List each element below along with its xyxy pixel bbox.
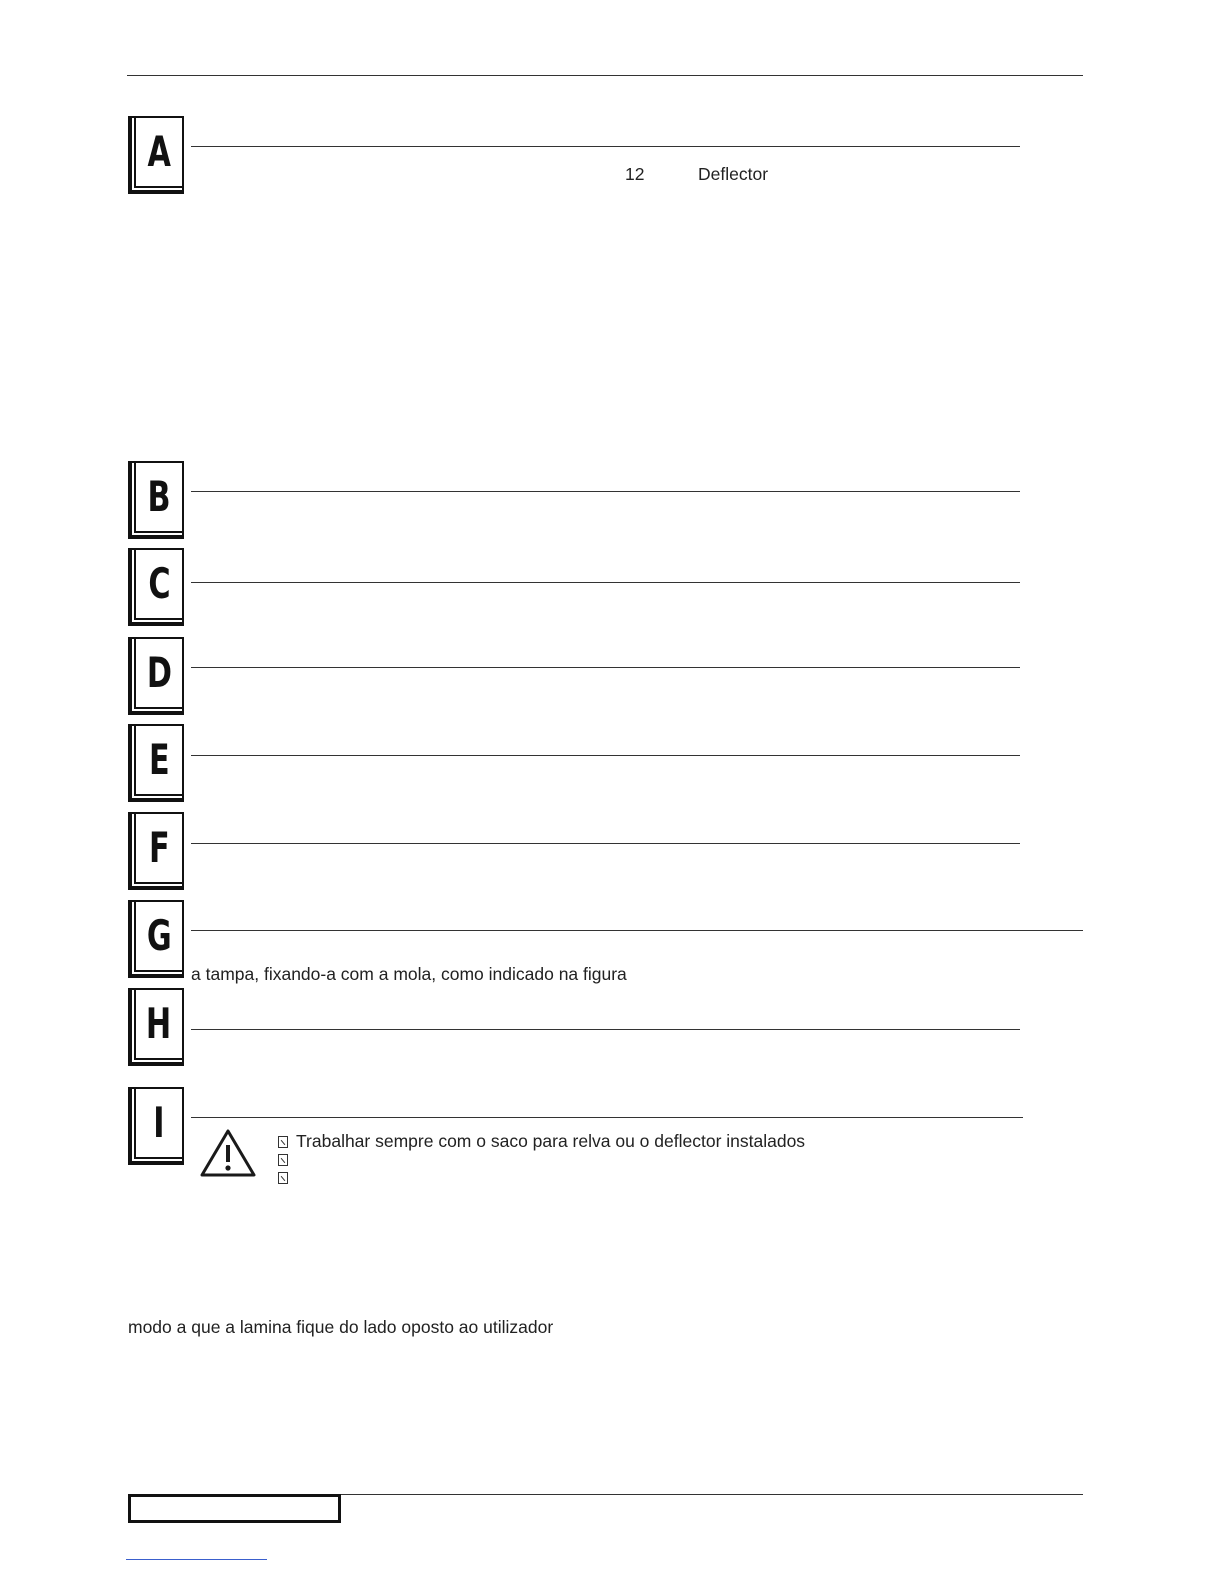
section-letter-i: I <box>153 1098 165 1147</box>
section-badge-d <box>128 637 184 715</box>
section-rule-h <box>191 1029 1020 1030</box>
bullet-icon <box>278 1172 288 1184</box>
section-letter-g: G <box>146 911 172 960</box>
section-badge-f <box>128 812 184 890</box>
section-rule-d <box>191 667 1020 668</box>
section-badge-c <box>128 548 184 626</box>
section-g-text: a tampa, fixando-a com a mola, como indicado na figura <box>191 964 627 984</box>
section-letter-a: A <box>147 127 171 176</box>
footer-rule <box>340 1494 1083 1495</box>
section-rule-c <box>191 582 1020 583</box>
header-rule <box>127 75 1083 76</box>
section-letter-h: H <box>146 999 172 1048</box>
section-rule-e <box>191 755 1020 756</box>
body-text: modo a que a lamina fique do lado oposto ao utilizador <box>128 1317 554 1337</box>
section-badge-g <box>128 900 184 978</box>
section-badge-e <box>128 724 184 802</box>
section-rule-i <box>191 1117 1023 1118</box>
warning-bullet-3 <box>278 1167 296 1188</box>
section-badge-b <box>128 461 184 539</box>
section-rule-b <box>191 491 1020 492</box>
warning-bullet-1 <box>278 1131 805 1152</box>
section-badge-h <box>128 988 184 1066</box>
section-badge-i <box>128 1087 184 1165</box>
section-letter-f: F <box>148 823 170 872</box>
part-label: Deflector <box>698 164 769 184</box>
footer-box <box>128 1494 341 1523</box>
warning-bullet-1-text: Trabalhar sempre com o saco para relva ou o deflector instalados <box>296 1131 806 1151</box>
warning-triangle-icon <box>199 1128 257 1178</box>
section-letter-c: C <box>147 559 171 608</box>
section-badge-a <box>128 116 184 194</box>
section-rule-g <box>191 930 1083 931</box>
bullet-icon <box>278 1154 288 1166</box>
bullet-icon <box>278 1136 288 1148</box>
part-number: 12 <box>625 164 645 184</box>
section-rule-a <box>191 146 1020 147</box>
footer-link-underline[interactable] <box>126 1559 267 1560</box>
section-letter-b: B <box>147 472 171 521</box>
section-letter-d: D <box>146 648 172 697</box>
section-letter-e: E <box>148 735 170 784</box>
section-rule-f <box>191 843 1020 844</box>
